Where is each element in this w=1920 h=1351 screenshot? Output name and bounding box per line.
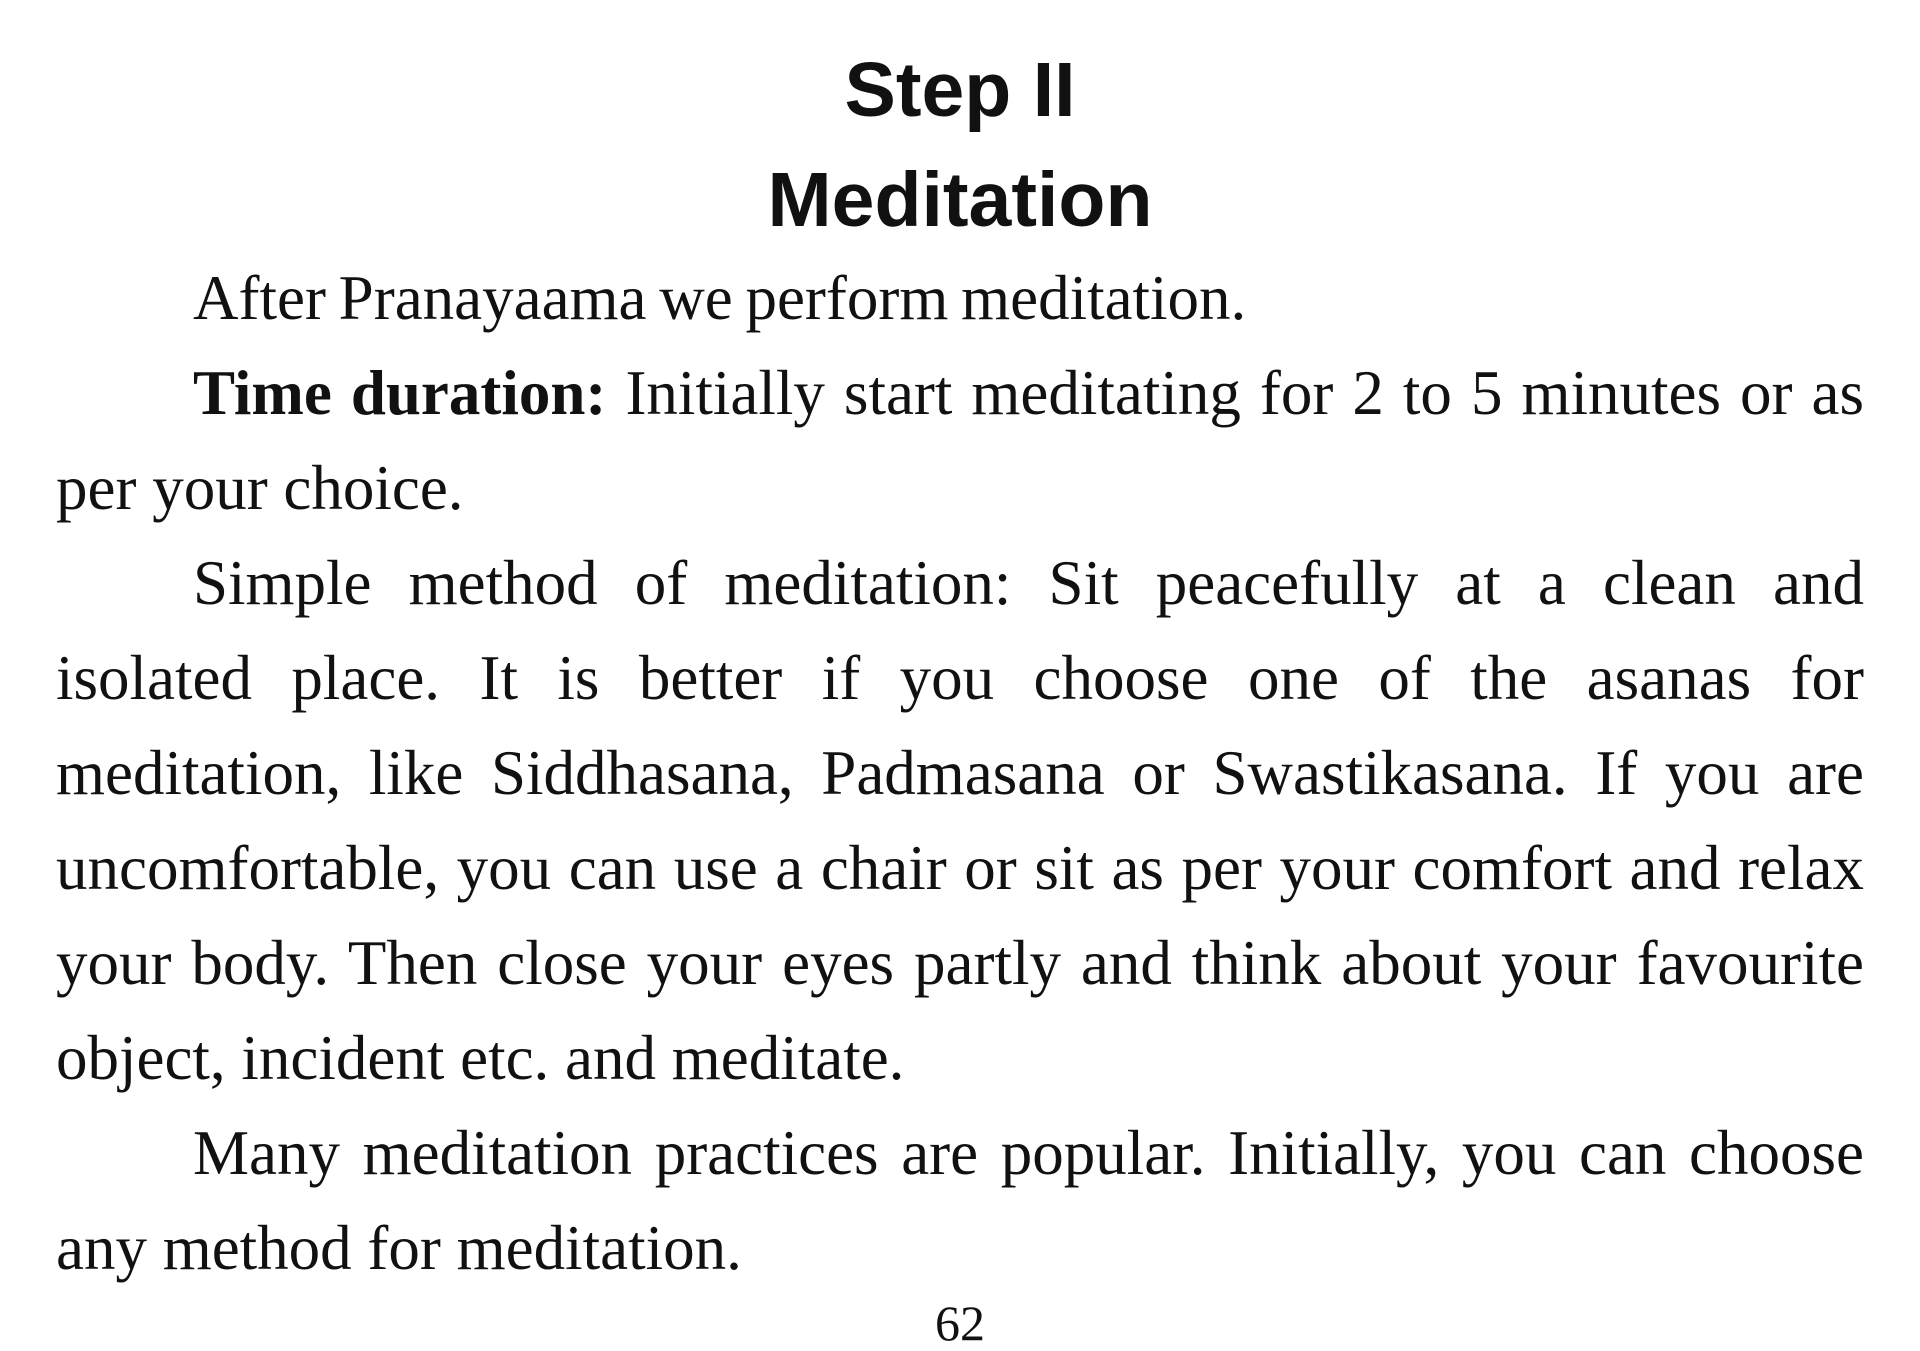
page-number: 62 bbox=[935, 1295, 985, 1351]
body-text bbox=[56, 251, 1864, 1296]
time-duration-paragraph bbox=[56, 346, 1864, 536]
section-title: Meditation bbox=[767, 157, 1153, 243]
method-paragraph: Simple method of meditation: Sit peacefully at a clean and isolated place. It is better if you choose one of the asanas for meditation, like Siddhasana, Padmasana or Swastikasana. If you are uncomfortable, you can use a chair or sit as per your comfort and relax your body. Then close your eyes partly and think about your favourite object, incident etc. and meditate. bbox=[56, 548, 1864, 1093]
step-heading: Step II bbox=[844, 47, 1076, 133]
time-duration-text: Initially start meditating for 2 to 5 minutes or as per your choice. bbox=[56, 358, 1864, 523]
intro-paragraph: After Pranayaama we perform meditation. bbox=[193, 263, 1247, 333]
practices-paragraph: Many meditation practices are popular. Initially, you can choose any method for meditation. bbox=[56, 1118, 1864, 1283]
time-duration-label: Time duration: bbox=[193, 358, 607, 428]
